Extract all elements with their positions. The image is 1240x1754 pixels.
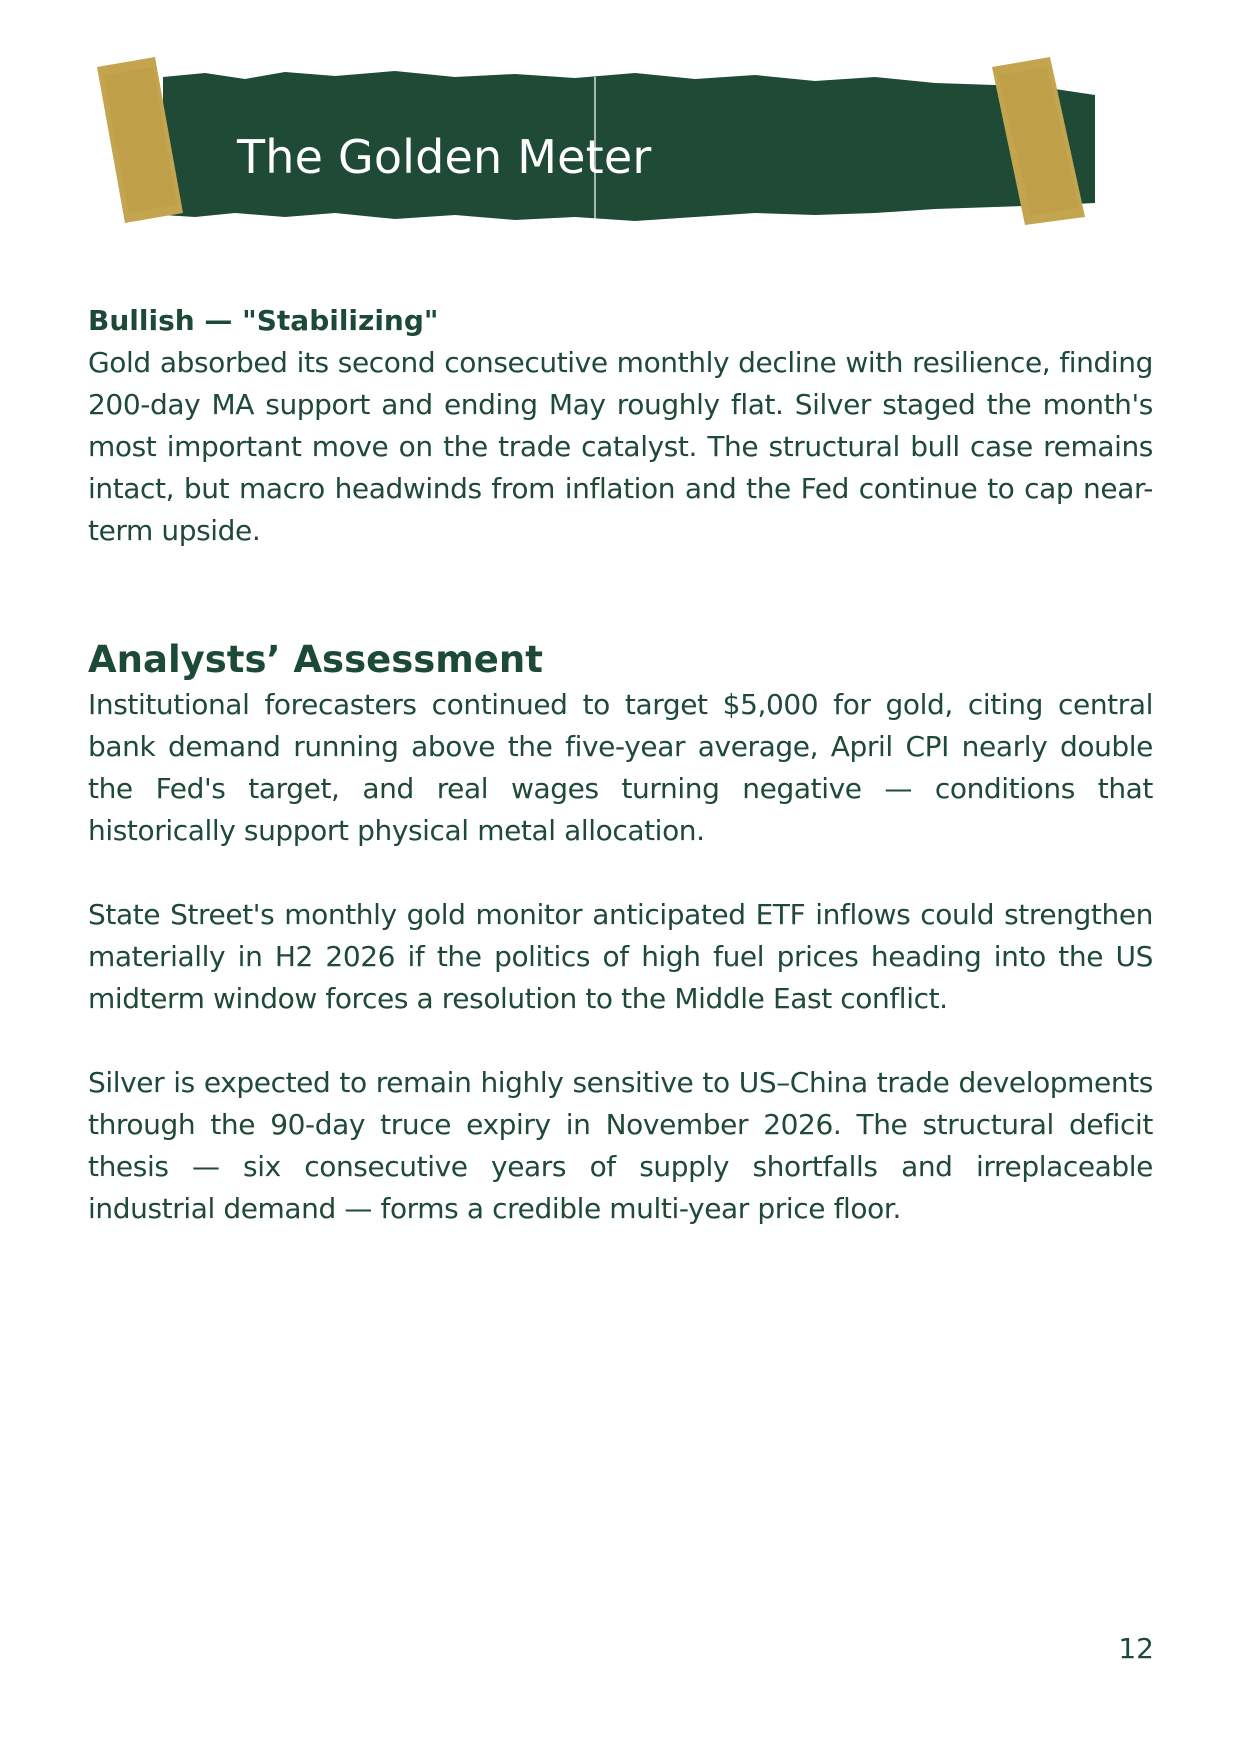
status-heading: Bullish — "Stabilizing" <box>88 304 439 337</box>
title-banner <box>95 55 1105 255</box>
main-content <box>88 300 1153 1230</box>
page-number: 12 <box>1118 1632 1154 1665</box>
status-paragraph: Gold absorbed its second consecutive monthly decline with resilience, finding 200-day MA support and ending May roughly flat. Silver staged the month's most important move on the trade catalyst. The structural bull case remains intact, but macro headwinds from inflation and the Fed continue to cap near-term upside. <box>88 346 1153 547</box>
page-title: The Golden Meter <box>237 130 652 184</box>
analysts-paragraph-2: State Street's monthly gold monitor anticipated ETF inflows could strengthen materially in H2 2026 if the politics of high fuel prices heading into the US midterm window forces a resolution to the Middle East conflict. <box>88 898 1153 1015</box>
analysts-paragraph-3: Silver is expected to remain highly sensitive to US–China trade developments through the 90-day truce expiry in November 2026. The structural deficit thesis — six consecutive years of supply shortfalls and irreplaceable industrial demand — forms a credible multi-year price floor. <box>88 1066 1153 1225</box>
section-heading-analysts: Analysts’ Assessment <box>88 638 543 681</box>
analysts-paragraph-1: Institutional forecasters continued to target $5,000 for gold, citing central bank demand running above the five-year average, April CPI nearly double the Fed's target, and real wages turning negative — conditions that historically support physical metal allocation. <box>88 688 1153 847</box>
